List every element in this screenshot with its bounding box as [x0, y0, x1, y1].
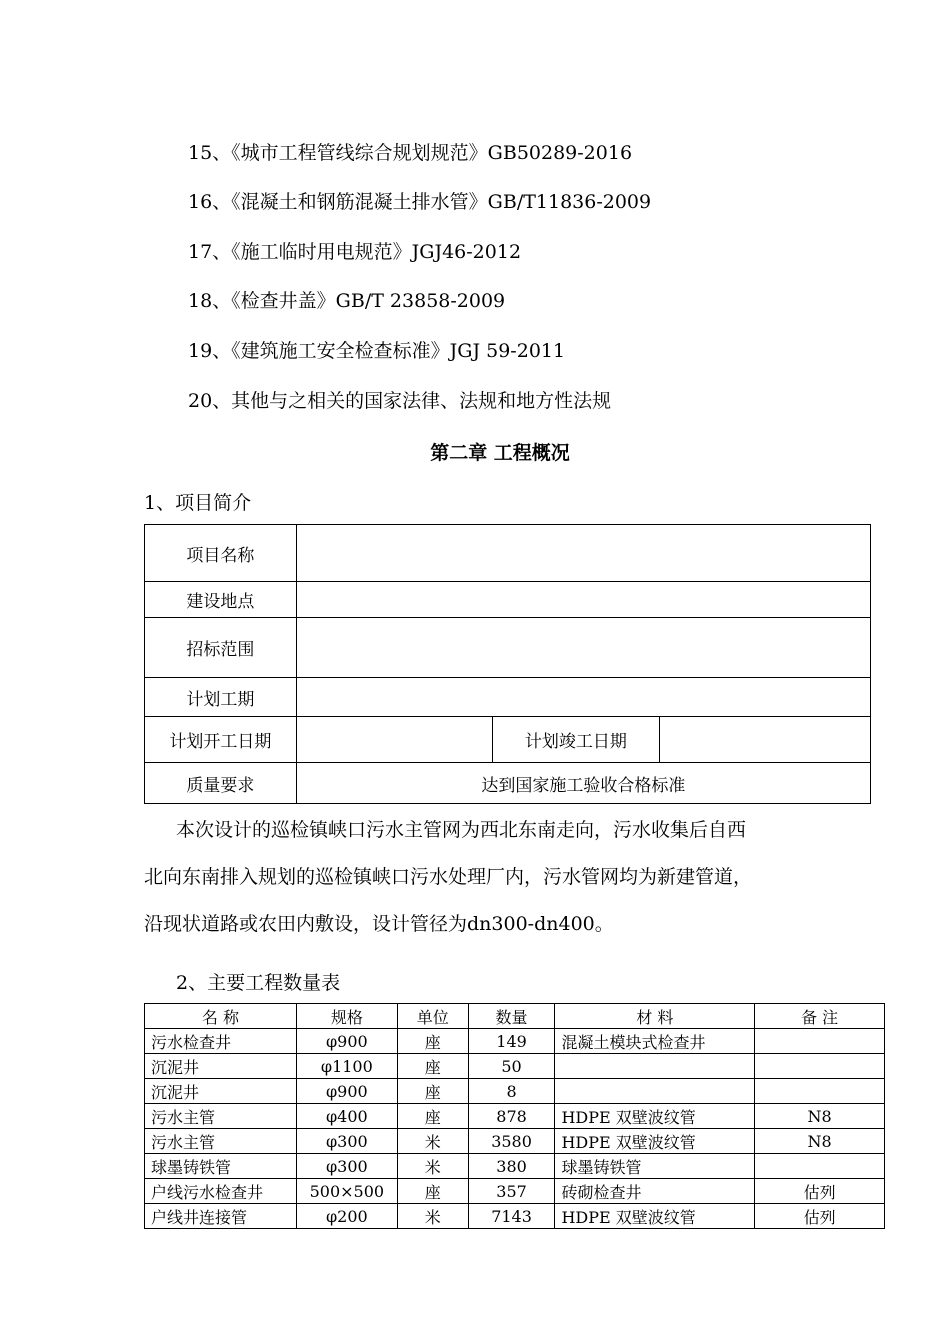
cell-material — [555, 1079, 755, 1104]
location-label: 建设地点 — [145, 582, 297, 618]
cell-name: 污水检查井 — [145, 1029, 297, 1054]
cell-quantity: 149 — [468, 1029, 555, 1054]
table-row — [145, 717, 871, 763]
cell-quantity: 7143 — [468, 1204, 555, 1229]
cell-name: 污水主管 — [145, 1104, 297, 1129]
end-date-label: 计划竣工日期 — [492, 717, 660, 763]
table-row — [145, 1129, 885, 1154]
cell-unit: 米 — [397, 1129, 468, 1154]
cell-remark: 估列 — [755, 1204, 885, 1229]
cell-material: HDPE 双壁波纹管 — [555, 1104, 755, 1129]
cell-unit: 米 — [397, 1154, 468, 1179]
period-value — [296, 678, 870, 717]
cell-name: 沉泥井 — [145, 1079, 297, 1104]
reference-item: 18、《检查井盖》GB/T 23858-2009 — [188, 290, 506, 312]
reference-item: 16、《混凝土和钢筋混凝土排水管》GB/T11836-2009 — [188, 191, 652, 213]
cell-material: 砖砌检查井 — [555, 1179, 755, 1204]
cell-spec: φ200 — [296, 1204, 397, 1229]
cell-quantity: 3580 — [468, 1129, 555, 1154]
table-row — [145, 1179, 885, 1204]
cell-spec: φ900 — [296, 1079, 397, 1104]
table-row — [145, 763, 871, 804]
cell-remark — [755, 1079, 885, 1104]
quality-value: 达到国家施工验收合格标准 — [296, 763, 870, 804]
table-row — [145, 1154, 885, 1179]
column-header: 材 料 — [555, 1004, 755, 1029]
quantity-table — [144, 1003, 885, 1229]
reference-item: 17、《施工临时用电规范》JGJ46-2012 — [188, 241, 522, 263]
cell-unit: 座 — [397, 1104, 468, 1129]
period-label: 计划工期 — [145, 678, 297, 717]
cell-material: 混凝土模块式检查井 — [555, 1029, 755, 1054]
scope-label: 招标范围 — [145, 618, 297, 678]
reference-item: 19、《建筑施工安全检查标准》JGJ 59-2011 — [188, 340, 566, 362]
cell-spec: φ900 — [296, 1029, 397, 1054]
column-header: 名 称 — [145, 1004, 297, 1029]
description-line: 沿现状道路或农田内敷设，设计管径为dn300-dn400。 — [144, 913, 614, 935]
cell-spec: 500×500 — [296, 1179, 397, 1204]
cell-spec: φ1100 — [296, 1054, 397, 1079]
quality-label: 质量要求 — [145, 763, 297, 804]
project-name-value — [296, 525, 870, 582]
scope-value — [296, 618, 870, 678]
description-line: 北向东南排入规划的巡检镇峡口污水处理厂内，污水管网均为新建管道， — [144, 866, 753, 888]
cell-name: 户线井连接管 — [145, 1204, 297, 1229]
table-header-row — [145, 1004, 885, 1029]
column-header: 备 注 — [755, 1004, 885, 1029]
start-date-label: 计划开工日期 — [145, 717, 297, 763]
cell-remark — [755, 1054, 885, 1079]
column-header: 数量 — [468, 1004, 555, 1029]
table-row — [145, 1104, 885, 1129]
cell-name: 污水主管 — [145, 1129, 297, 1154]
project-info-table — [144, 524, 871, 804]
cell-remark: N8 — [755, 1104, 885, 1129]
table-row — [145, 1079, 885, 1104]
column-header: 单位 — [397, 1004, 468, 1029]
description-line: 本次设计的巡检镇峡口污水主管网为西北东南走向，污水收集后自西 — [176, 819, 747, 841]
cell-quantity: 357 — [468, 1179, 555, 1204]
table-row — [145, 1054, 885, 1079]
project-name-label: 项目名称 — [145, 525, 297, 582]
table-row — [145, 618, 871, 678]
cell-remark — [755, 1154, 885, 1179]
cell-unit: 座 — [397, 1054, 468, 1079]
cell-remark — [755, 1029, 885, 1054]
cell-remark: N8 — [755, 1129, 885, 1154]
cell-unit: 米 — [397, 1204, 468, 1229]
end-date-value — [660, 717, 871, 763]
cell-unit: 座 — [397, 1079, 468, 1104]
table-row — [145, 1029, 885, 1054]
table-row — [145, 582, 871, 618]
cell-unit: 座 — [397, 1029, 468, 1054]
project-description — [144, 807, 864, 948]
table-row — [145, 525, 871, 582]
section-project-intro-title: 1、项目简介 — [144, 492, 252, 514]
location-value — [296, 582, 870, 618]
cell-spec: φ300 — [296, 1154, 397, 1179]
cell-quantity: 380 — [468, 1154, 555, 1179]
reference-item: 15、《城市工程管线综合规划规范》GB50289-2016 — [188, 142, 633, 164]
reference-item: 20、其他与之相关的国家法律、法规和地方性法规 — [188, 390, 612, 412]
cell-quantity: 50 — [468, 1054, 555, 1079]
cell-spec: φ400 — [296, 1104, 397, 1129]
cell-quantity: 878 — [468, 1104, 555, 1129]
section-quantity-title: 2、主要工程数量表 — [176, 972, 341, 994]
cell-quantity: 8 — [468, 1079, 555, 1104]
cell-name: 沉泥井 — [145, 1054, 297, 1079]
cell-material: 球墨铸铁管 — [555, 1154, 755, 1179]
cell-unit: 座 — [397, 1179, 468, 1204]
cell-remark: 估列 — [755, 1179, 885, 1204]
table-row — [145, 1204, 885, 1229]
cell-name: 球墨铸铁管 — [145, 1154, 297, 1179]
cell-material: HDPE 双壁波纹管 — [555, 1204, 755, 1229]
chapter-title: 第二章 工程概况 — [430, 442, 570, 464]
cell-name: 户线污水检查井 — [145, 1179, 297, 1204]
cell-spec: φ300 — [296, 1129, 397, 1154]
column-header: 规格 — [296, 1004, 397, 1029]
cell-material: HDPE 双壁波纹管 — [555, 1129, 755, 1154]
start-date-value — [296, 717, 492, 763]
cell-material — [555, 1054, 755, 1079]
table-row — [145, 678, 871, 717]
